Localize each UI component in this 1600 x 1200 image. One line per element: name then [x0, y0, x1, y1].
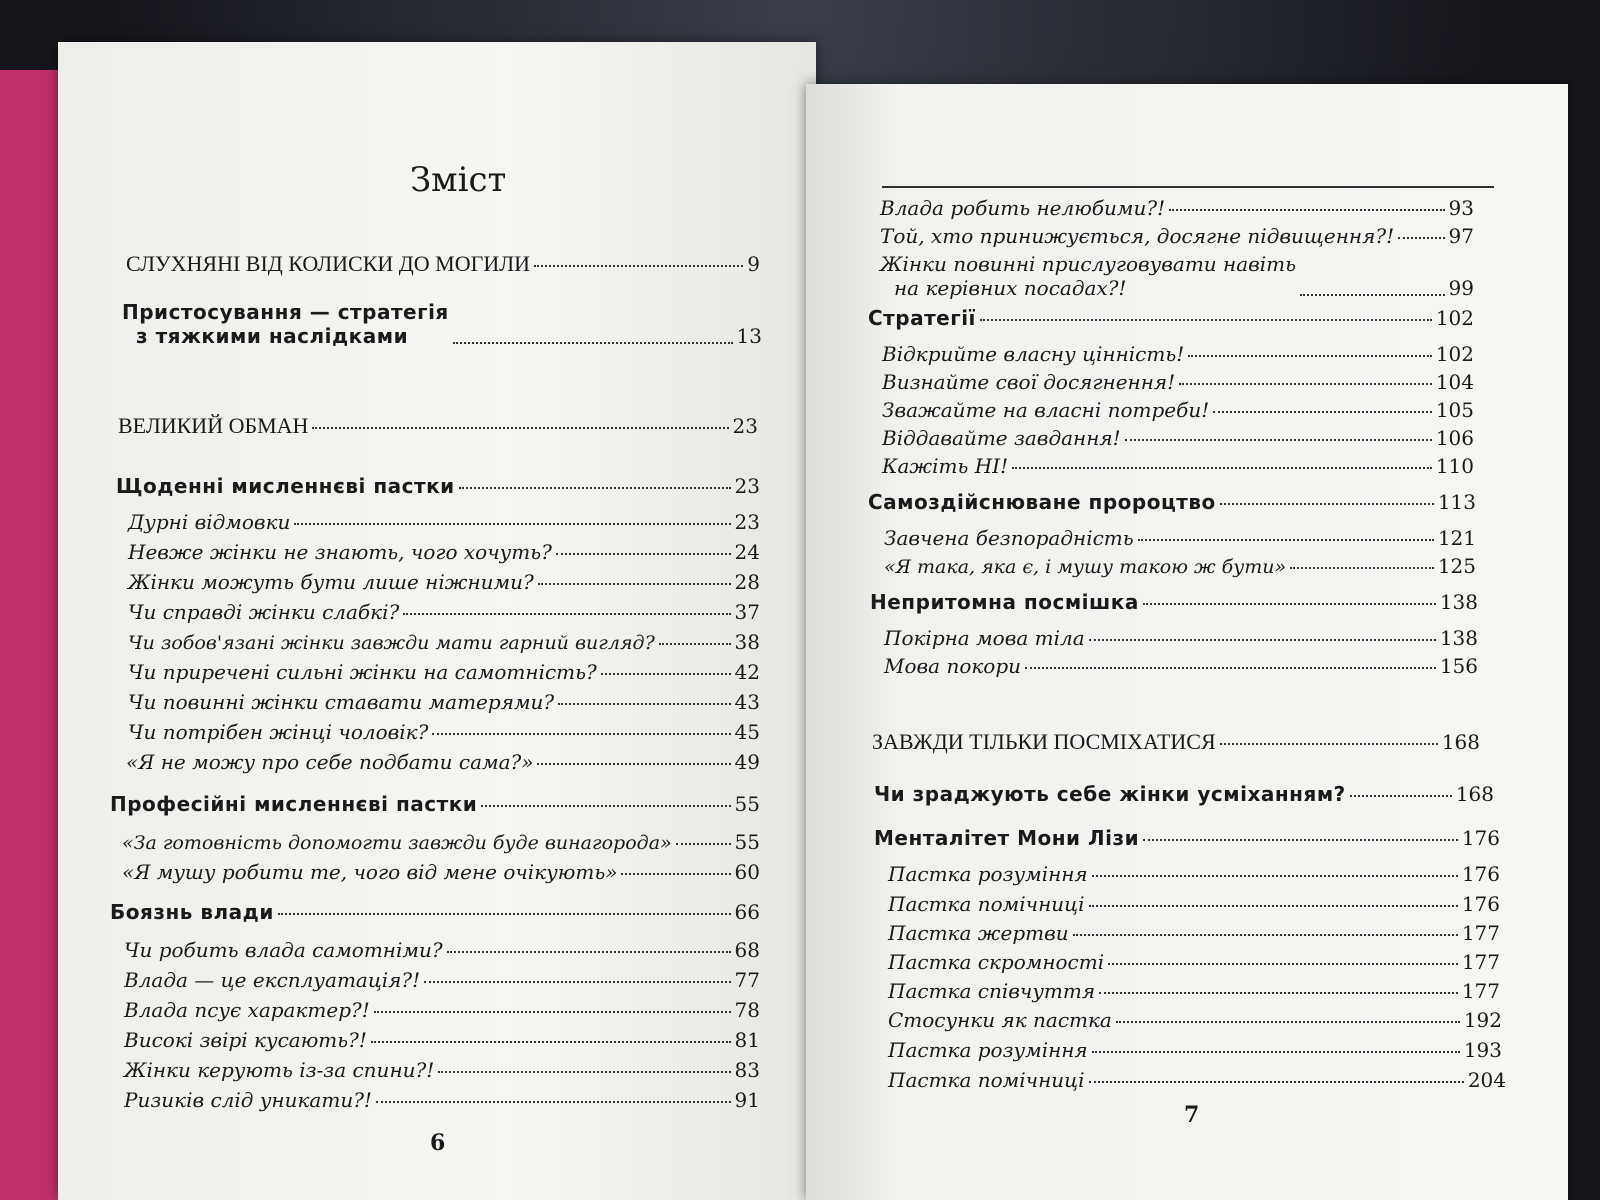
toc-entry: Відкрийте власну цінність! 102 — [882, 342, 1474, 366]
toc-entry: Пастка розуміння 193 — [888, 1038, 1502, 1062]
toc-entry: Визнайте свої досягнення! 104 — [882, 370, 1474, 394]
toc-entry: Чи зобов'язані жінки завжди мати гарний вигляд? 38 — [128, 630, 760, 654]
toc-entry: Жінки повинні прислуговувати навіть на керівних посадах?! 99 — [880, 252, 1474, 300]
toc-entry: Віддавайте завдання! 106 — [882, 426, 1474, 450]
toc-entry: Жінки можуть бути лише ніжними? 28 — [128, 570, 760, 594]
toc-entry: Жінки керують із-за спини?! 83 — [124, 1058, 760, 1082]
toc-entry: Пастка жертви 177 — [888, 921, 1500, 945]
toc-entry: Чи потрібен жінці чоловік? 45 — [128, 720, 760, 744]
toc-entry: Стосунки як пастка 192 — [888, 1008, 1502, 1032]
toc-entry: Менталітет Мони Лізи 176 — [874, 826, 1500, 850]
toc-entry: Самоздійснюване пророцтво 113 — [868, 490, 1476, 514]
toc-entry: Пастка скромності 177 — [888, 950, 1500, 974]
toc-entry: Влада — це експлуатація?! 77 — [124, 968, 760, 992]
toc-entry: Невже жінки не знають, чого хочуть? 24 — [128, 540, 760, 564]
toc-entry: Кажіть НІ! 110 — [882, 454, 1474, 478]
toc-entry: Щоденні мисленнєві пастки 23 — [116, 474, 760, 498]
toc-entry: СЛУХНЯНІ ВІД КОЛИСКИ ДО МОГИЛИ 9 — [126, 251, 760, 276]
toc-entry: Покірна мова тіла 138 — [884, 626, 1478, 650]
toc-entry: Пастка помічниці 204 — [888, 1068, 1506, 1092]
toc-entry: Професійні мисленнєві пастки 55 — [110, 792, 760, 816]
toc-entry: Дурні відмовки 23 — [128, 510, 760, 534]
toc-entry: «Я така, яка є, і мушу такою ж бути» 125 — [884, 554, 1476, 578]
toc-entry: Пристосування — стратегія з тяжкими наслідками 13 — [122, 300, 762, 348]
toc-entry: «За готовність допомогти завжди буде винагорода» 55 — [122, 830, 760, 854]
page-title: Зміст — [410, 160, 507, 200]
toc-entry: «Я не можу про себе подбати сама?» 49 — [126, 750, 760, 774]
toc-entry: Чи повинні жінки ставати матерями? 43 — [128, 690, 760, 714]
toc-entry: Пастка співчуття 177 — [888, 979, 1500, 1003]
book-cover-edge — [0, 70, 60, 1200]
page-number-right: 7 — [1184, 1102, 1200, 1128]
toc-entry: Чи зраджують себе жінки усміханням? 168 — [874, 782, 1494, 806]
toc-entry: Боязнь влади 66 — [110, 900, 760, 924]
toc-entry: Стратегії 102 — [868, 306, 1474, 330]
toc-entry: Ризиків слід уникати?! 91 — [124, 1088, 760, 1112]
toc-entry: Зважайте на власні потреби! 105 — [882, 398, 1474, 422]
toc-entry: Мова покори 156 — [884, 654, 1478, 678]
toc-entry: Пастка розуміння 176 — [888, 862, 1500, 886]
toc-entry: Влада псує характер?! 78 — [124, 998, 760, 1022]
toc-entry: ВЕЛИКИЙ ОБМАН 23 — [118, 413, 758, 438]
toc-entry: Завчена безпорадність 121 — [884, 526, 1476, 550]
toc-entry: Непритомна посмішка 138 — [870, 590, 1478, 614]
toc-entry: ЗАВЖДИ ТІЛЬКИ ПОСМІХАТИСЯ 168 — [872, 729, 1480, 754]
toc-entry: Чи приречені сильні жінки на самотність? 42 — [128, 660, 760, 684]
page-number-left: 6 — [430, 1130, 446, 1156]
toc-entry: Влада робить нелюбими?! 93 — [880, 196, 1474, 220]
toc-entry: Той, хто принижується, досягне підвищення?! 97 — [880, 224, 1474, 248]
toc-entry: «Я мушу робити те, чого від мене очікують» 60 — [122, 860, 760, 884]
toc-entry: Пастка помічниці 176 — [888, 892, 1500, 916]
toc-entry: Високі звірі кусають?! 81 — [124, 1028, 760, 1052]
running-header-rule — [882, 186, 1494, 188]
toc-entry: Чи робить влада самотніми? 68 — [124, 938, 760, 962]
toc-entry: Чи справді жінки слабкі? 37 — [128, 600, 760, 624]
